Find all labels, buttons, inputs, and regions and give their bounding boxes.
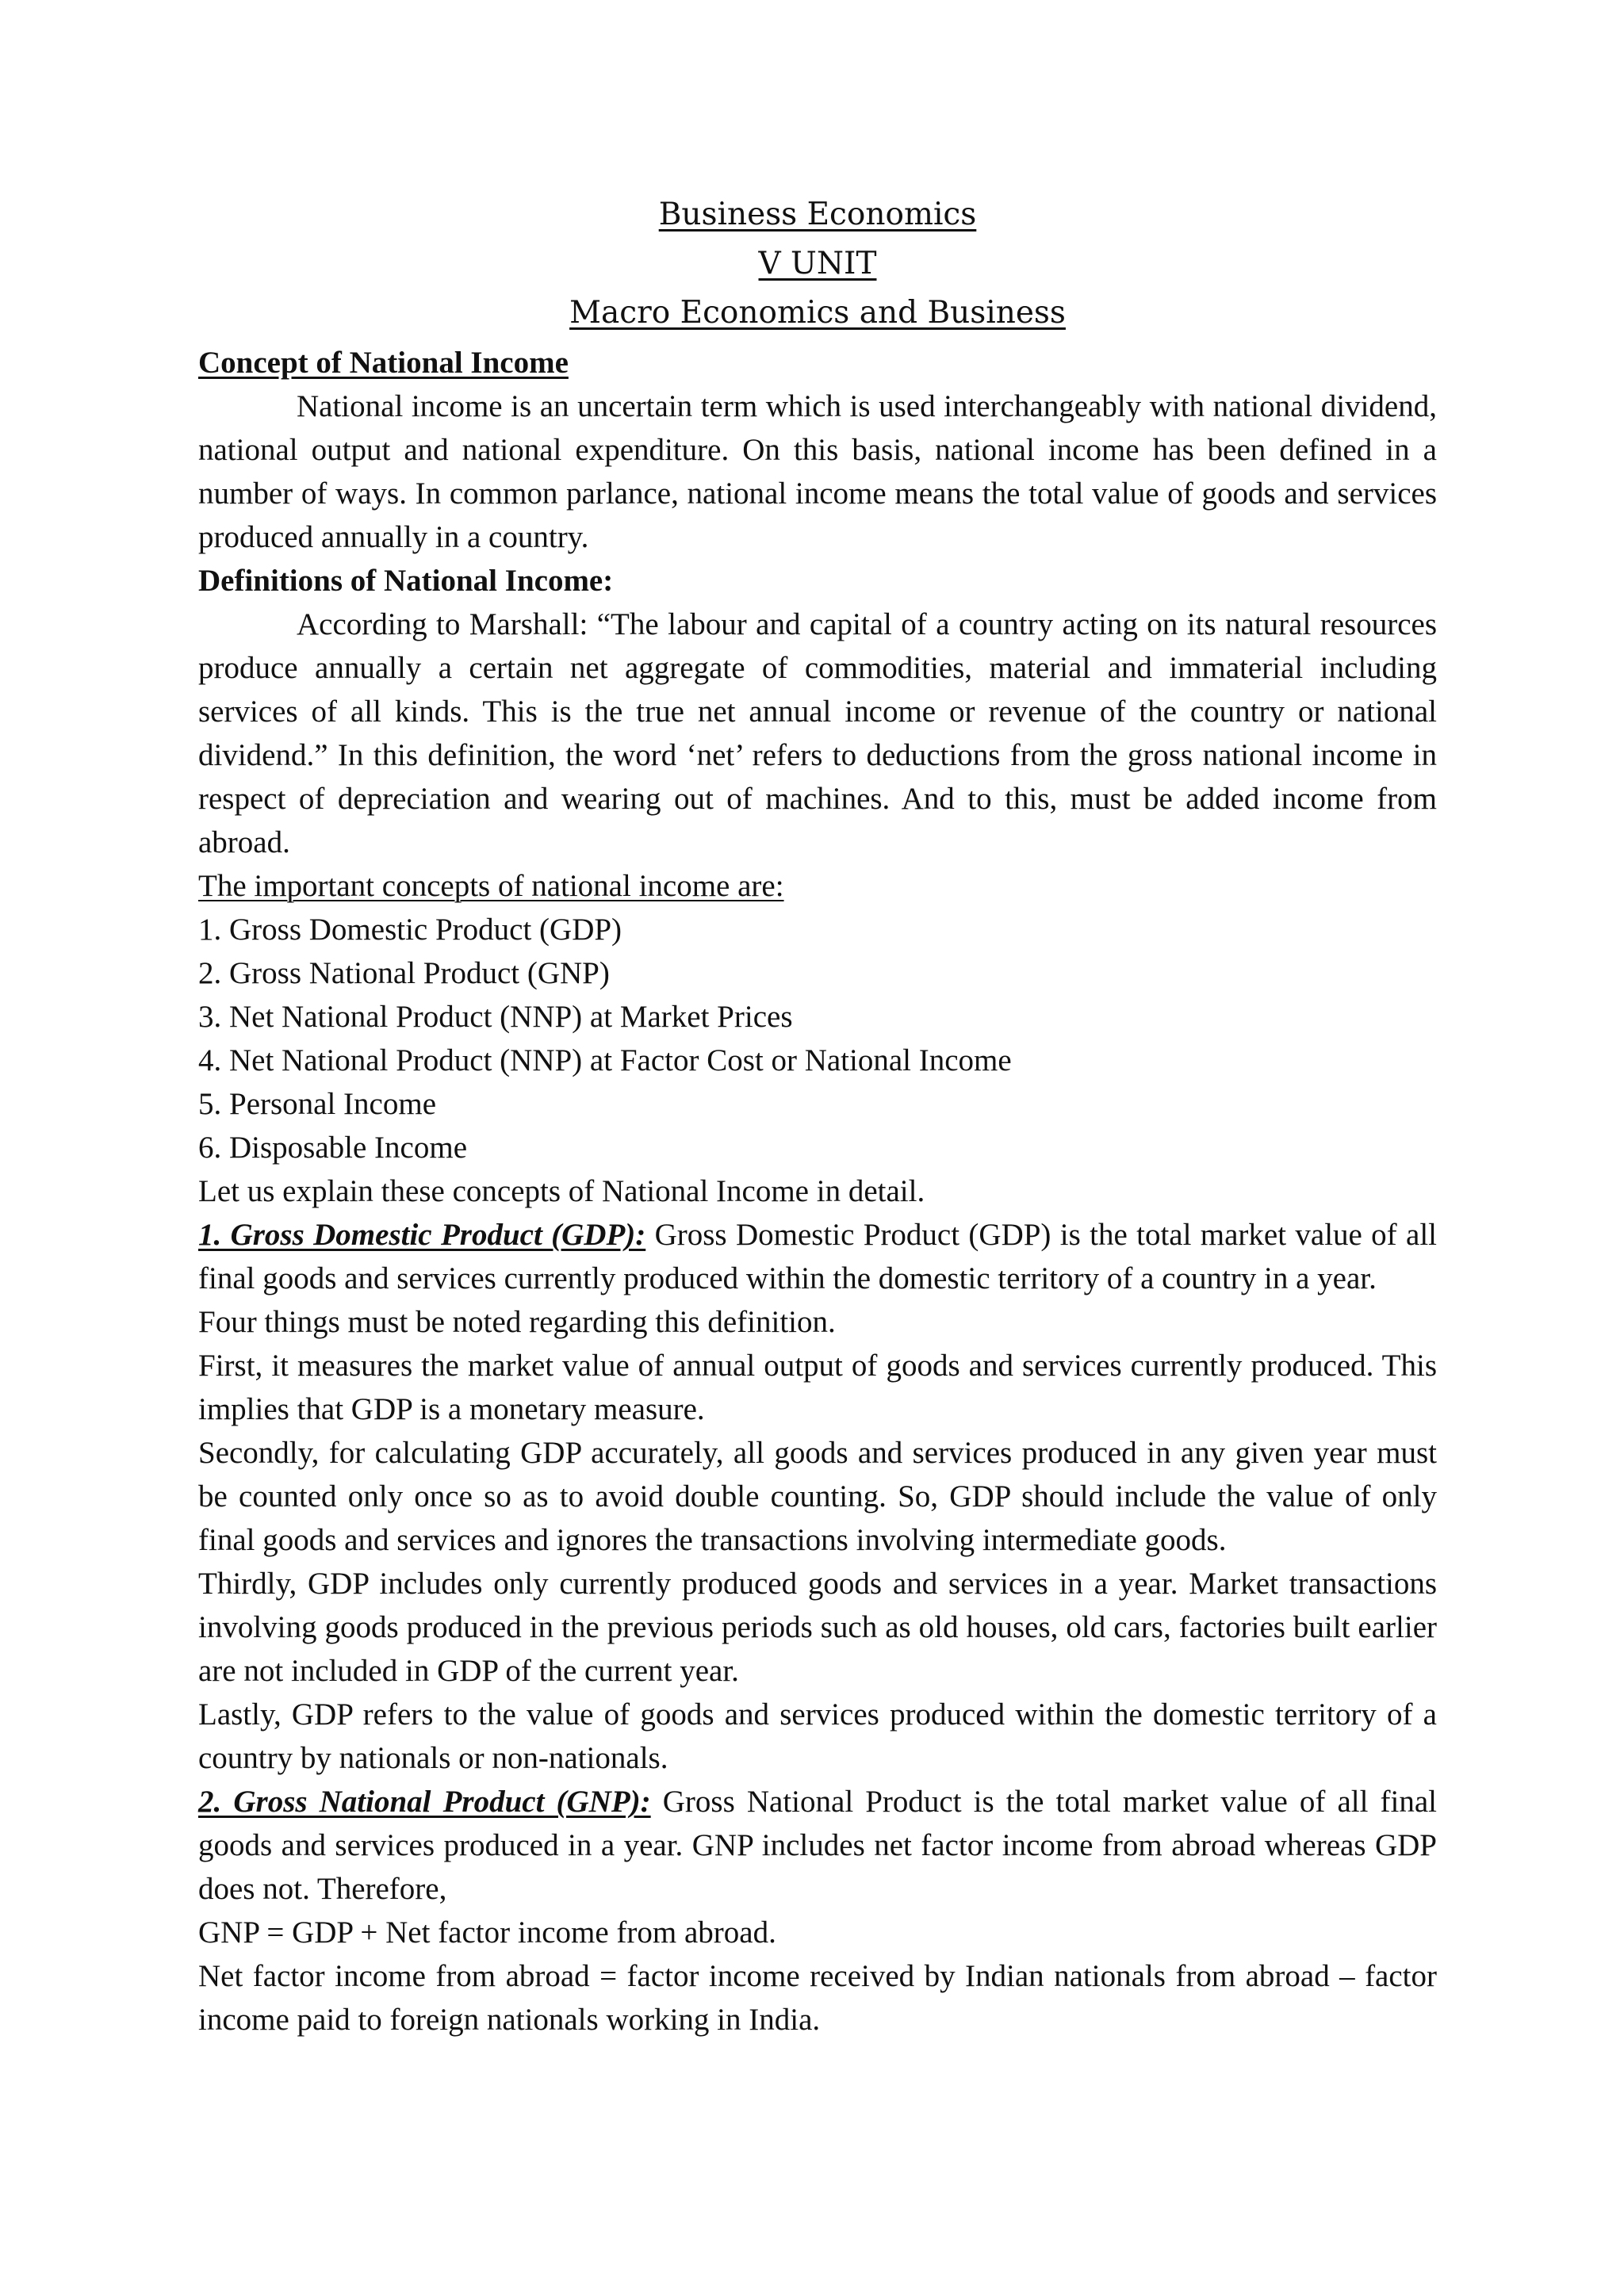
gdp-term: 1. Gross Domestic Product (GDP): [198, 1218, 646, 1252]
unit-title-text: V UNIT [758, 246, 877, 281]
definitions-section-title: Definitions of National Income: [198, 564, 614, 598]
document-title [198, 190, 1437, 239]
definitions-paragraph: According to Marshall: “The labour and capital of a country acting on its natural resources produce annually a certain net aggregate of commodities, material and immaterial including services of all kinds. This is the true net annual income or revenue of the country or national dividend.” In this definition, the word ‘net’ refers to deductions from the gross national income in respect of depreciation and wearing out of machines. And to this, must be added income from abroad. [198, 607, 1437, 859]
gdp-definition: Gross Domestic Product (GDP) is the total market value of all final goods and services currently produced within the domestic territory of a country in a year. [198, 1218, 1437, 1295]
document-title-text: Business Economics [658, 197, 977, 232]
gnp-formula: GNP = GDP + Net factor income from abroad. [198, 1915, 776, 1950]
gdp-second-point: Secondly, for calculating GDP accurately, all goods and services produced in any given year must be counted only once so as to avoid double counting. So, GDP should include the value of only final goods and services and ignores the transactions involving intermediate goods. [198, 1436, 1437, 1557]
gdp-first-point: First, it measures the market value of annual output of goods and services currently produced. This implies that GDP is a monetary measure. [198, 1349, 1437, 1426]
concepts-list [198, 908, 1437, 1169]
list-item: 4. Net National Product (NNP) at Factor Cost or National Income [198, 1043, 1012, 1077]
concepts-list-intro: The important concepts of national income are: [198, 869, 784, 903]
document-subtitle-text: Macro Economics and Business [569, 295, 1066, 331]
list-item: 1. Gross Domestic Product (GDP) [198, 913, 622, 947]
document-subtitle [198, 289, 1437, 338]
list-item: 6. Disposable Income [198, 1131, 468, 1165]
concepts-list-outro: Let us explain these concepts of National Income in detail. [198, 1174, 925, 1208]
gdp-last-point: Lastly, GDP refers to the value of goods and services produced within the domestic territory of a country by nationals or non-nationals. [198, 1697, 1437, 1775]
list-item: 2. Gross National Product (GNP) [198, 956, 610, 990]
gnp-term: 2. Gross National Product (GNP): [198, 1785, 651, 1819]
net-factor-income-definition: Net factor income from abroad = factor income received by Indian nationals from abroad – factor income paid to foreign nationals working in India. [198, 1959, 1437, 2037]
gdp-definition-paragraph [198, 1213, 1437, 1300]
gnp-definition-paragraph [198, 1780, 1437, 1911]
list-item: 3. Net National Product (NNP) at Market Prices [198, 1000, 793, 1034]
gdp-note-intro: Four things must be noted regarding this definition. [198, 1305, 836, 1339]
list-item: 5. Personal Income [198, 1087, 437, 1121]
concept-paragraph: National income is an uncertain term which is used interchangeably with national dividend, national output and national expenditure. On this basis, national income has been defined in a number of ways. In common parlance, national income means the total value of goods and services produced annually in a country. [198, 389, 1437, 554]
concept-section-title: Concept of National Income [198, 346, 569, 380]
gdp-third-point: Thirdly, GDP includes only currently produced goods and services in a year. Market transactions involving goods produced in the previous periods such as old houses, old cars, factories built earlier are not included in GDP of the current year. [198, 1567, 1437, 1688]
document-headings [198, 190, 1437, 338]
document-page [198, 190, 1437, 2042]
gnp-definition: Gross National Product is the total market value of all final goods and services produced in a year. GNP includes net factor income from abroad whereas GDP does not. Therefore, [198, 1785, 1437, 1906]
unit-title [198, 239, 1437, 289]
